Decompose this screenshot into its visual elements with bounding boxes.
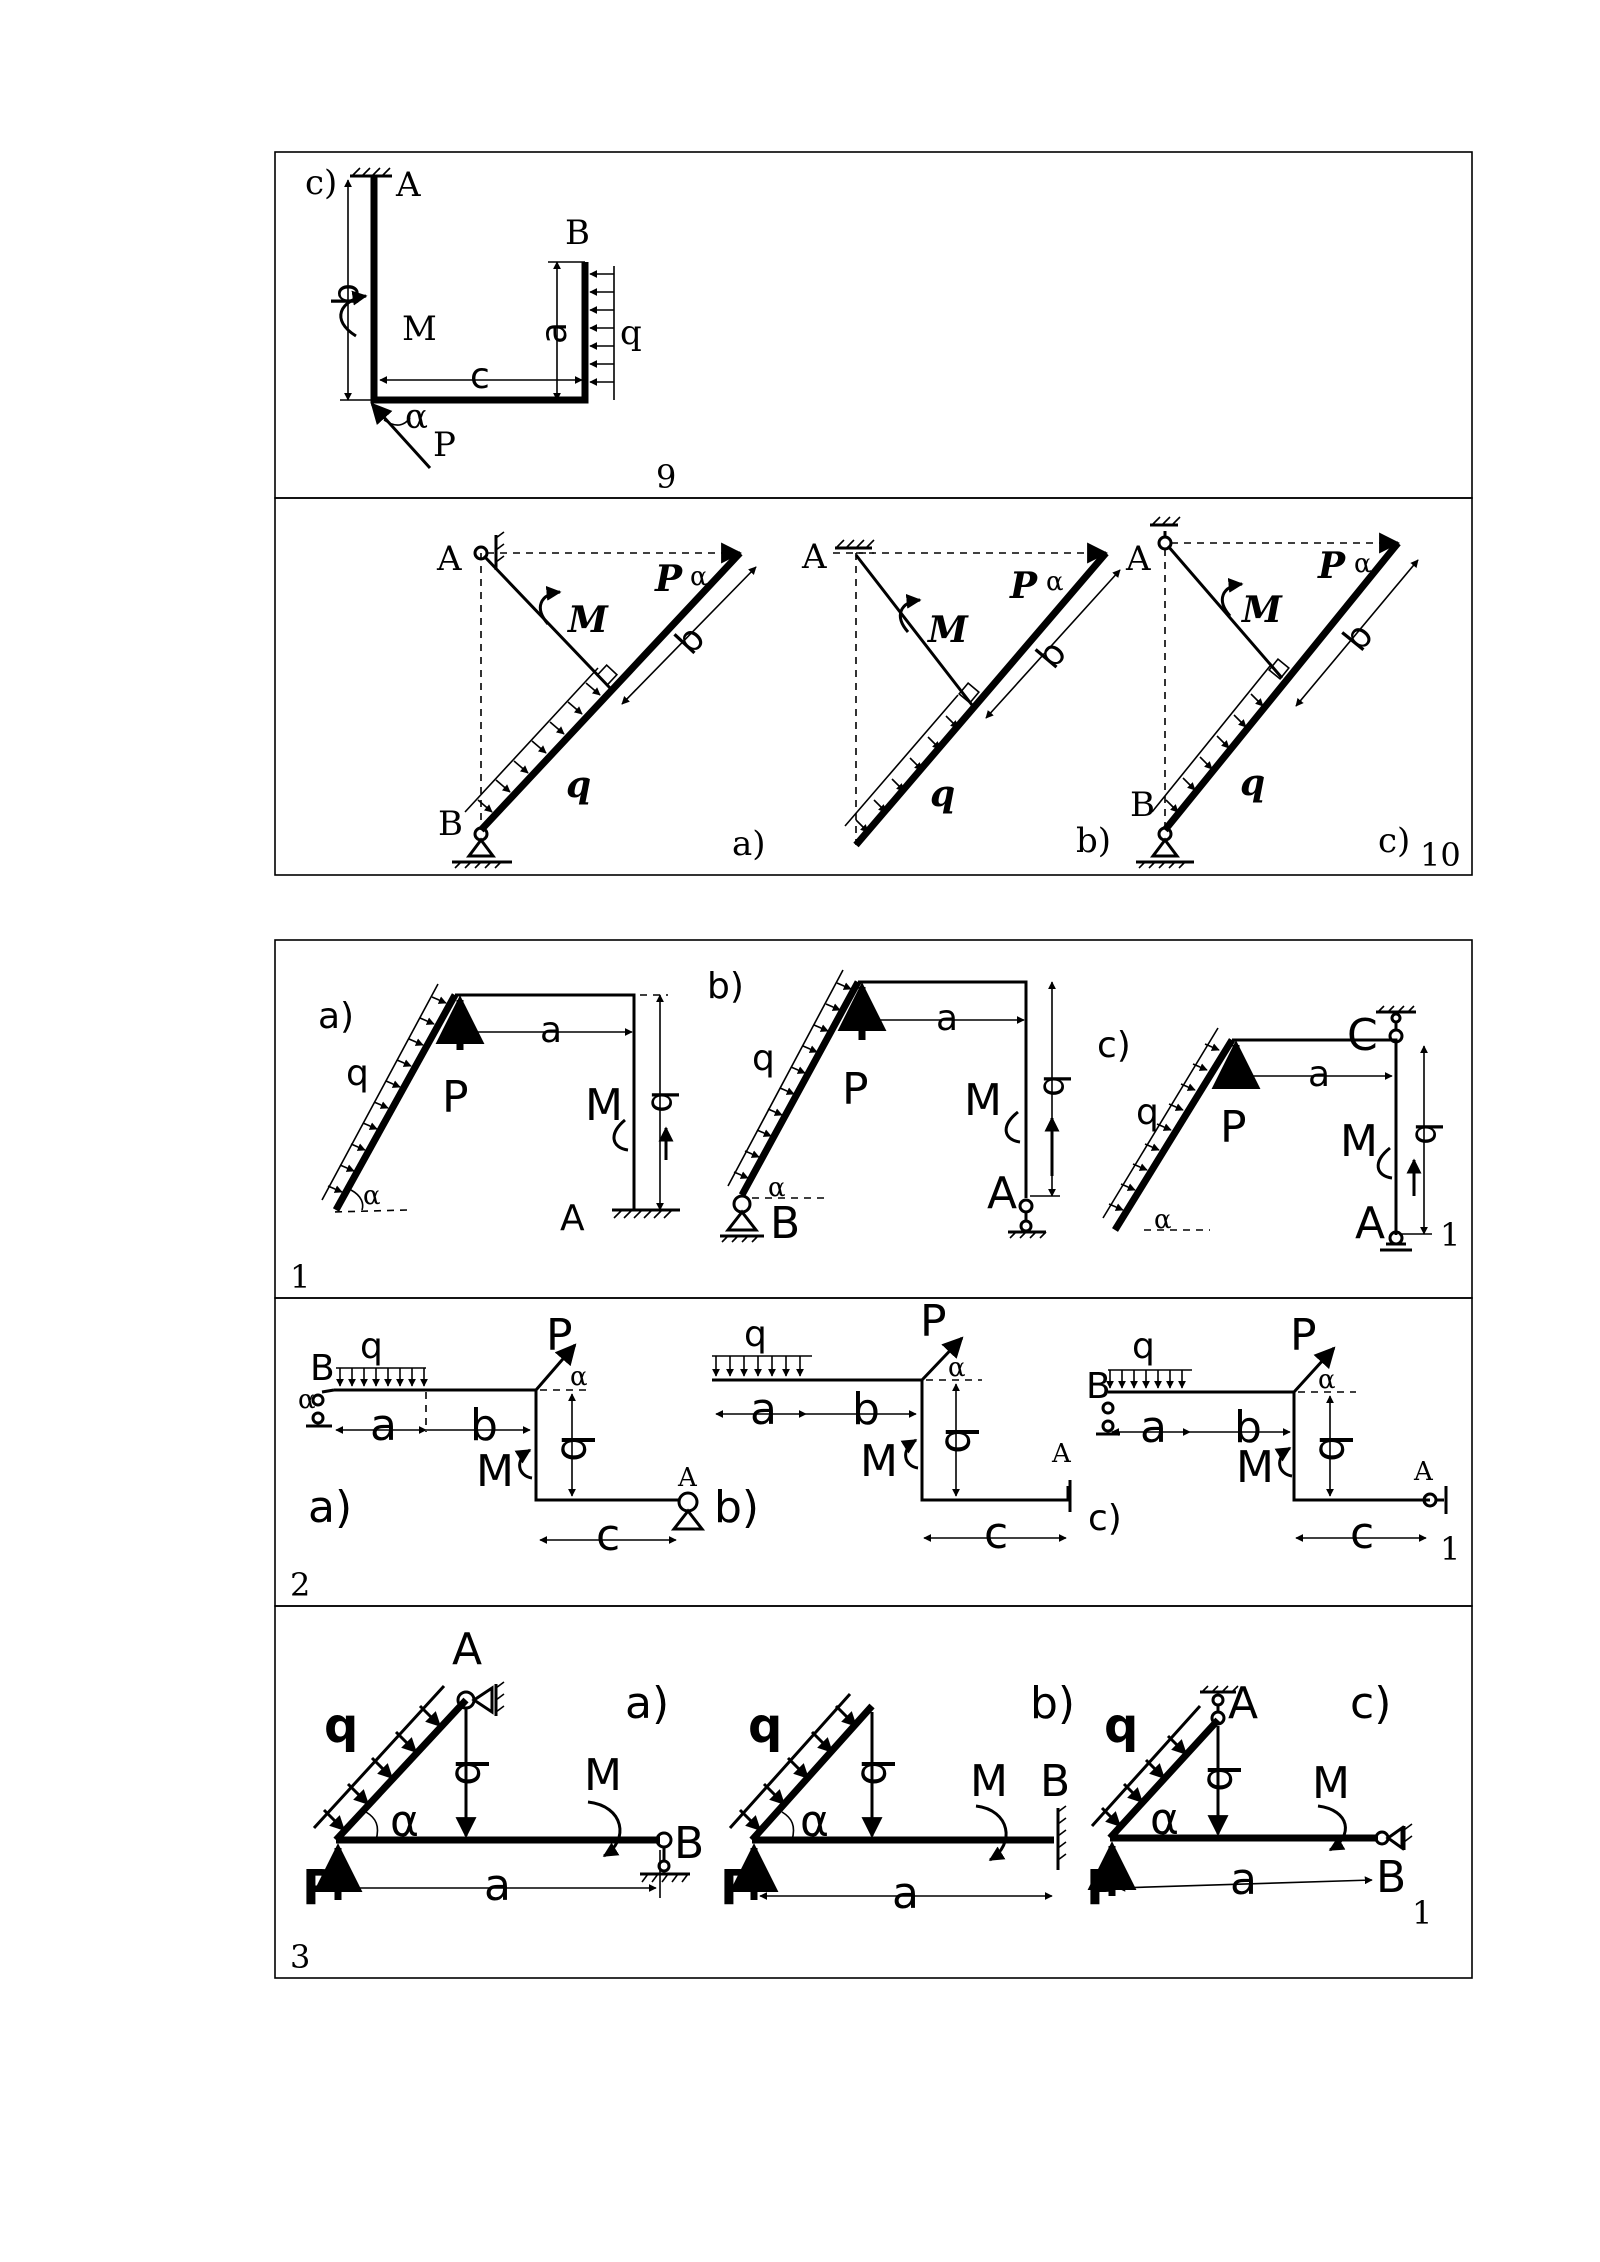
svg-text:q: q [1240, 762, 1266, 804]
svg-text:P: P [302, 1860, 338, 1916]
svg-text:P: P [1290, 1310, 1317, 1361]
svg-text:C: C [1347, 1010, 1378, 1061]
svg-text:b: b [852, 1384, 880, 1435]
svg-text:B: B [1086, 1366, 1111, 1407]
svg-text:M: M [584, 1750, 622, 1801]
problem-number-2: 2 [290, 1566, 311, 1604]
svg-text:B: B [438, 804, 463, 844]
problem-number-1: 1 [290, 1258, 311, 1296]
svg-text:b: b [1028, 632, 1075, 677]
label-B: B [565, 213, 590, 253]
diagram-1b [707, 966, 1076, 1249]
svg-text:M: M [568, 599, 608, 641]
svg-text:α: α [363, 1181, 381, 1211]
svg-text:q: q [744, 1314, 767, 1355]
problem-number-1-third: 1 [1412, 1894, 1433, 1932]
diagram-2b [712, 1296, 1122, 1559]
svg-text:α: α [1354, 549, 1372, 579]
diagram-1a [318, 984, 684, 1239]
svg-text:a: a [1308, 1054, 1331, 1095]
svg-text:q: q [930, 773, 956, 815]
problem-number-9: 9 [656, 458, 677, 496]
svg-text:q: q [1136, 1092, 1159, 1133]
svg-text:α: α [298, 1385, 316, 1415]
diagram-9c [305, 163, 642, 468]
svg-text:P: P [546, 1310, 573, 1361]
svg-text:M: M [964, 1075, 1002, 1126]
svg-text:P: P [720, 1860, 756, 1916]
svg-text:q: q [360, 1326, 383, 1367]
label-alpha: α [405, 397, 428, 437]
diagram-2a [298, 1310, 759, 1561]
svg-text:α: α [1046, 567, 1064, 597]
dim-b: b [326, 283, 367, 306]
svg-text:M: M [928, 609, 968, 651]
problem-number-10: 10 [1420, 836, 1461, 874]
svg-text:a): a) [625, 1678, 670, 1729]
svg-text:α: α [690, 562, 708, 592]
svg-text:a: a [1230, 1854, 1257, 1905]
dim-c: c [470, 356, 490, 397]
svg-text:A: A [437, 539, 462, 579]
svg-text:q: q [324, 1698, 359, 1754]
svg-text:b: b [643, 1090, 684, 1113]
svg-text:a: a [370, 1400, 397, 1451]
diagram-3b [720, 1678, 1075, 1919]
svg-text:M: M [970, 1756, 1008, 1807]
svg-text:A: A [1355, 1198, 1386, 1249]
svg-text:b: b [1335, 615, 1382, 660]
svg-text:q: q [1104, 1698, 1139, 1754]
svg-text:A: A [1414, 1457, 1433, 1487]
svg-text:b): b) [1030, 1678, 1076, 1729]
svg-text:q: q [566, 764, 592, 806]
svg-text:P: P [1010, 565, 1038, 607]
svg-text:c: c [596, 1510, 621, 1561]
svg-text:B: B [1376, 1852, 1407, 1903]
svg-text:q: q [346, 1053, 369, 1094]
svg-text:q: q [748, 1698, 783, 1754]
svg-text:c): c) [1097, 1025, 1131, 1066]
svg-text:a): a) [308, 1482, 353, 1533]
svg-text:P: P [442, 1072, 469, 1123]
label-c: c) [305, 163, 338, 203]
svg-text:b: b [1309, 1434, 1360, 1462]
svg-text:α: α [800, 1796, 830, 1847]
diagram-2c [1086, 1310, 1446, 1559]
svg-text:b: b [1407, 1122, 1448, 1145]
diagram-3a [302, 1624, 704, 1916]
problem-number-1-second: 1 [1440, 1530, 1461, 1568]
svg-text:α: α [1318, 1365, 1336, 1395]
svg-text:M: M [860, 1436, 898, 1487]
svg-text:b: b [1234, 1402, 1262, 1453]
svg-text:c: c [984, 1508, 1009, 1559]
svg-text:M: M [585, 1080, 623, 1131]
svg-text:b: b [935, 1426, 986, 1454]
svg-text:b): b) [1076, 821, 1112, 861]
svg-text:B: B [1130, 785, 1155, 825]
svg-text:a: a [1140, 1402, 1167, 1453]
svg-text:α: α [1154, 1205, 1172, 1235]
svg-text:c): c) [1088, 1498, 1122, 1539]
svg-text:M: M [1312, 1758, 1350, 1809]
svg-text:A: A [452, 1624, 483, 1675]
svg-text:P: P [920, 1296, 947, 1347]
svg-text:B: B [1040, 1756, 1071, 1807]
svg-text:α: α [570, 1362, 588, 1392]
svg-text:c): c) [1378, 821, 1411, 861]
label-A: A [396, 165, 421, 205]
svg-text:b): b) [714, 1482, 760, 1533]
svg-text:b): b) [707, 966, 744, 1007]
svg-text:b: b [551, 1434, 602, 1462]
svg-text:α: α [390, 1796, 420, 1847]
svg-text:M: M [1242, 589, 1282, 631]
svg-text:A: A [1052, 1439, 1071, 1469]
svg-text:b: b [470, 1400, 498, 1451]
svg-text:b: b [667, 617, 714, 663]
svg-text:A: A [1126, 539, 1151, 579]
svg-text:P: P [1318, 545, 1346, 587]
svg-text:A: A [802, 537, 827, 577]
svg-text:b: b [445, 1758, 496, 1786]
svg-text:a): a) [732, 824, 766, 864]
svg-text:P: P [1220, 1102, 1247, 1153]
dim-a: a [534, 321, 575, 344]
diagram-10c [1125, 517, 1418, 868]
svg-text:c): c) [1350, 1678, 1392, 1729]
svg-text:q: q [752, 1038, 775, 1079]
svg-text:P: P [1086, 1860, 1122, 1916]
svg-text:M: M [1236, 1442, 1274, 1493]
diagram-3c [1086, 1678, 1412, 1916]
svg-text:P: P [655, 558, 683, 600]
problem-number-1-right: 1 [1440, 1216, 1461, 1254]
svg-text:P: P [842, 1064, 869, 1115]
svg-text:a): a) [318, 996, 355, 1037]
diagram-10a [436, 532, 766, 868]
svg-text:c: c [1350, 1508, 1375, 1559]
svg-text:a: a [484, 1860, 511, 1911]
svg-text:M: M [476, 1446, 514, 1497]
svg-text:α: α [1150, 1794, 1180, 1845]
svg-text:α: α [948, 1353, 966, 1383]
svg-text:A: A [560, 1198, 585, 1239]
svg-text:a: a [540, 1010, 563, 1051]
svg-text:a: a [936, 998, 959, 1039]
svg-text:A: A [987, 1168, 1018, 1219]
svg-text:B: B [674, 1818, 705, 1869]
svg-text:a: a [892, 1868, 919, 1919]
label-P: P [433, 425, 456, 465]
svg-text:B: B [770, 1198, 801, 1249]
diagram-10b [801, 537, 1120, 861]
svg-text:b: b [851, 1758, 902, 1786]
svg-text:A: A [1228, 1678, 1259, 1729]
svg-text:B: B [310, 1348, 335, 1389]
svg-text:b: b [1197, 1764, 1248, 1792]
label-M: M [402, 309, 437, 349]
label-q: q [620, 313, 642, 353]
svg-text:q: q [1132, 1326, 1155, 1367]
svg-text:a: a [750, 1384, 777, 1435]
svg-text:b: b [1035, 1074, 1076, 1097]
svg-text:α: α [768, 1173, 786, 1203]
diagram-1c [1097, 1006, 1448, 1250]
svg-text:M: M [1340, 1116, 1378, 1167]
problem-number-3: 3 [290, 1938, 311, 1976]
svg-text:A: A [678, 1463, 697, 1493]
